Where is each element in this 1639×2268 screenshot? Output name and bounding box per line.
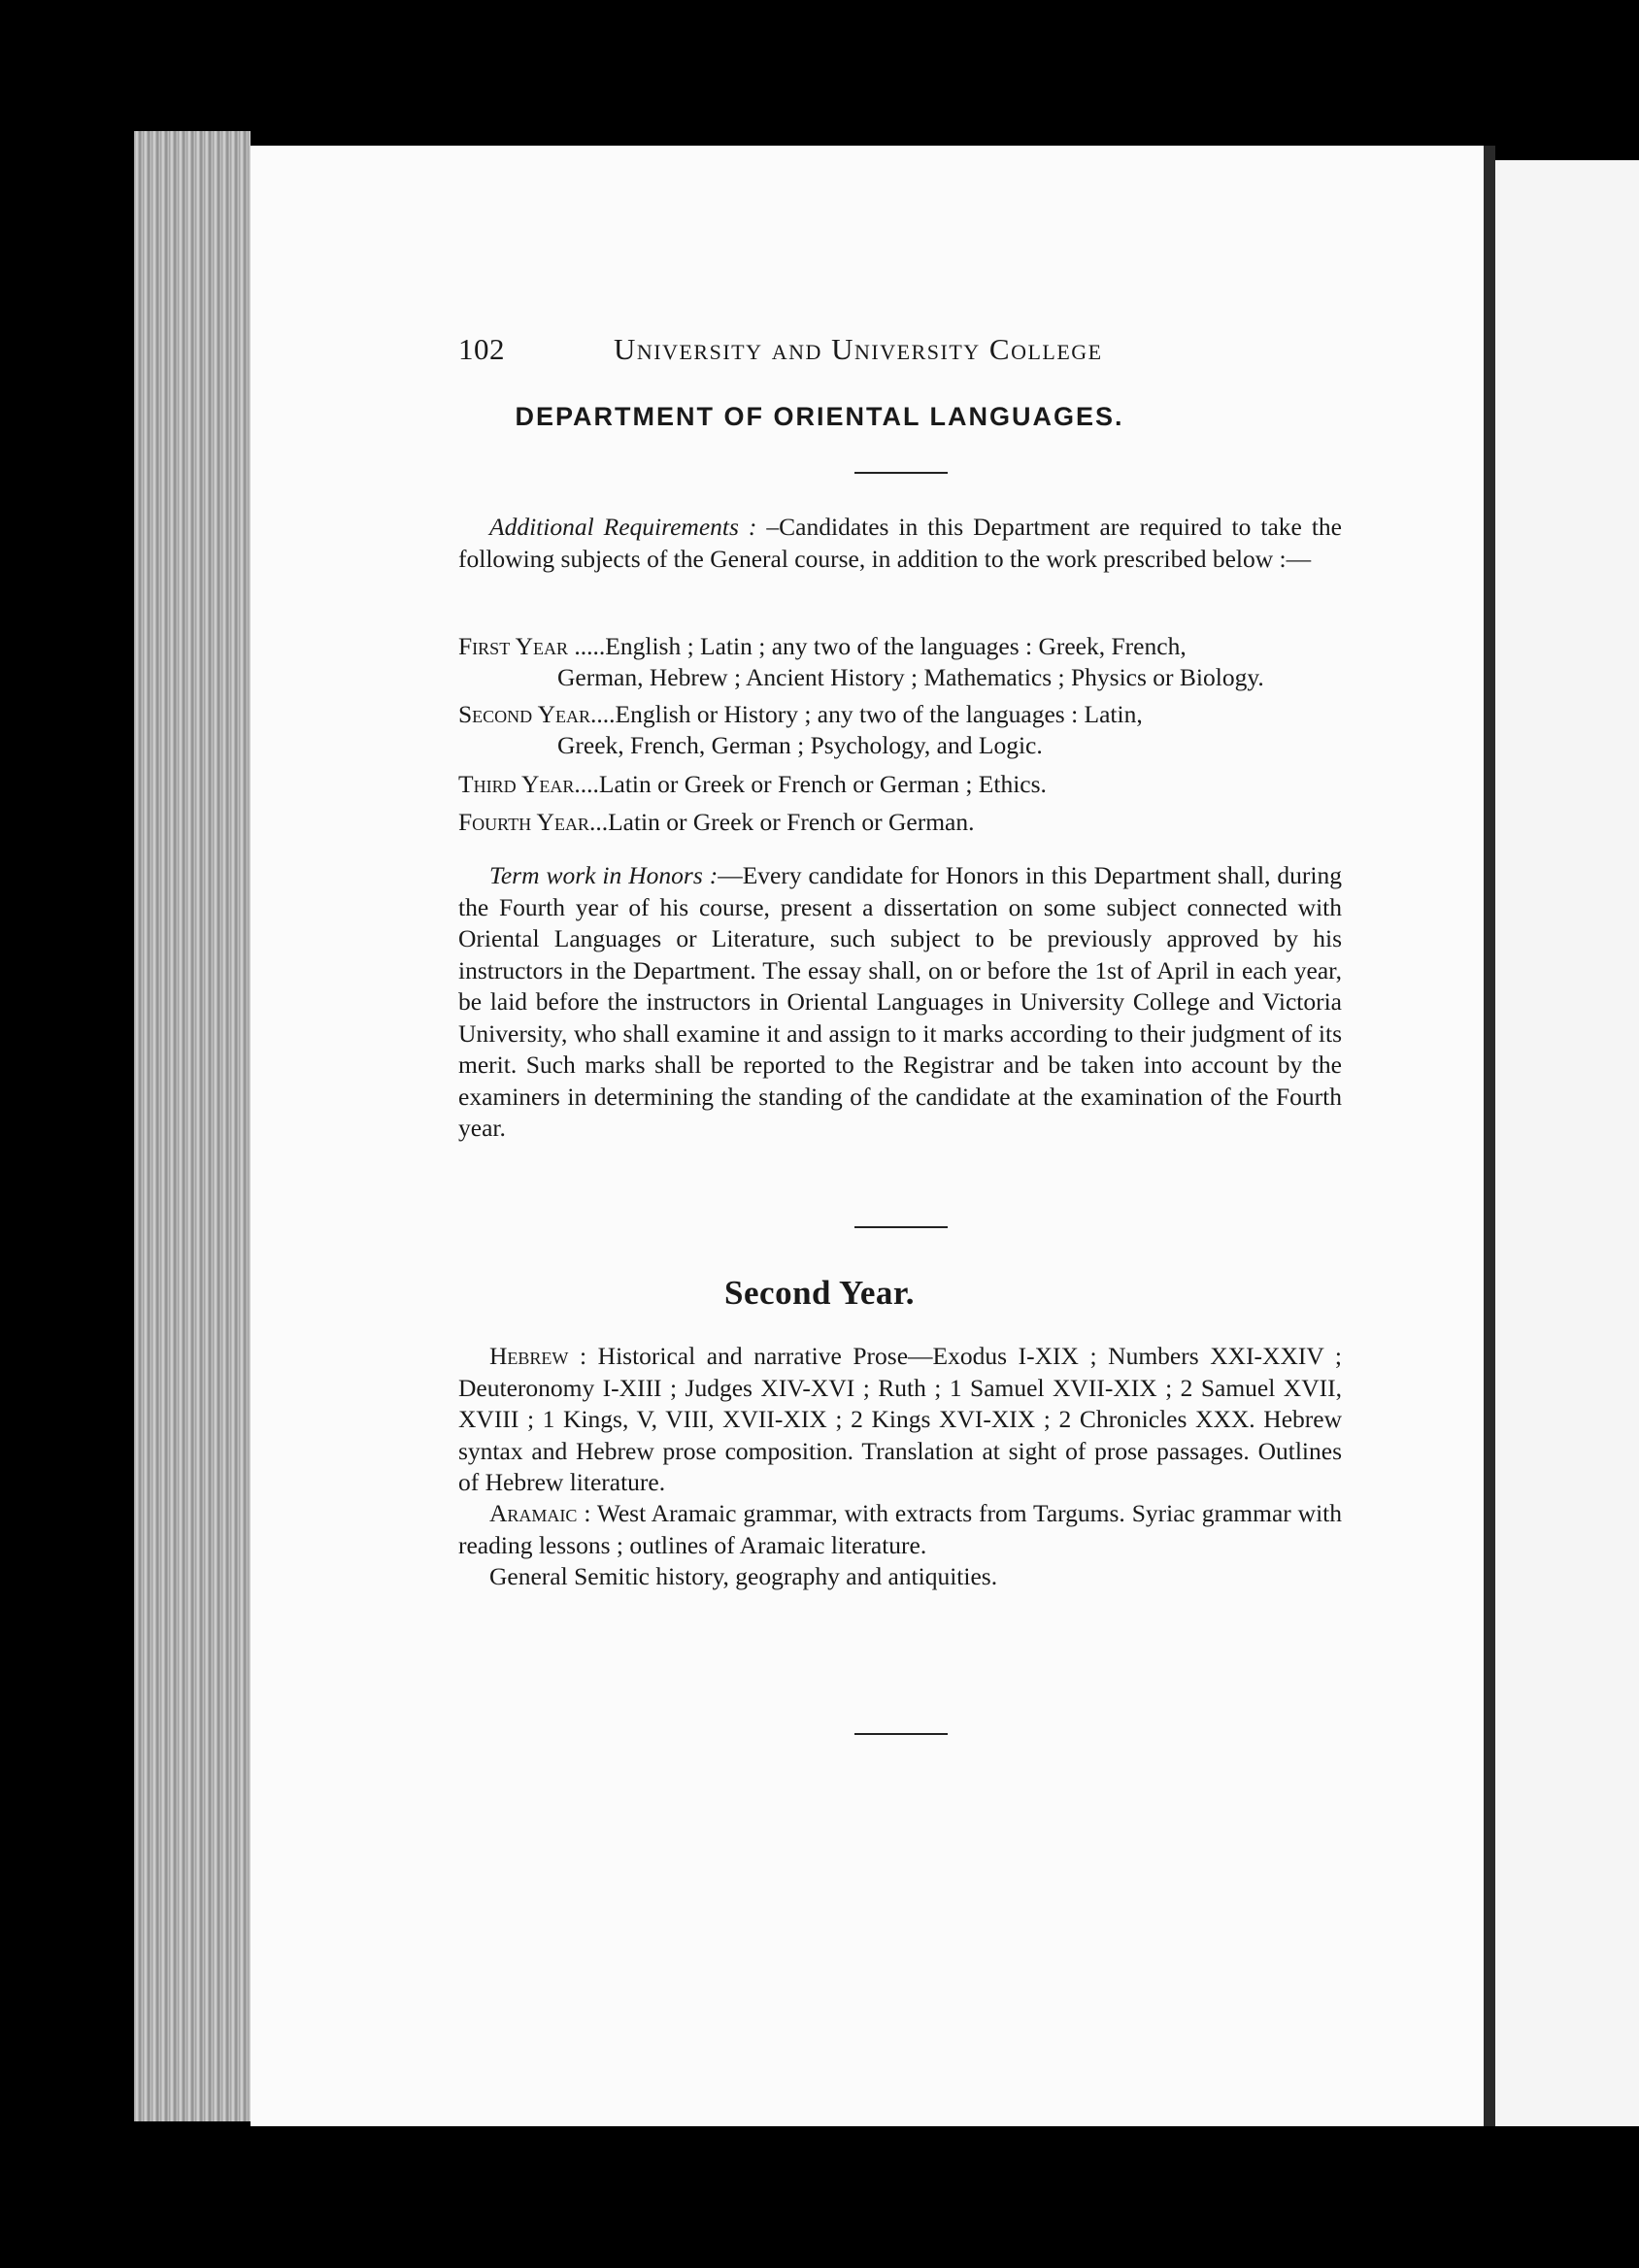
- year-dots: .....: [568, 632, 606, 660]
- divider-rule: [854, 1733, 948, 1735]
- facing-page-edge: [1495, 160, 1639, 2126]
- term-work-paragraph: [458, 860, 1342, 1145]
- aramaic-label: Aramaic :: [489, 1499, 591, 1527]
- section-heading: Second Year.: [724, 1274, 915, 1312]
- running-title: University and University College: [614, 332, 1103, 366]
- additional-requirements-paragraph: [458, 512, 1342, 575]
- additional-requirements-lead: Additional Requirements :: [489, 513, 757, 541]
- divider-rule: [854, 1226, 948, 1228]
- year-line1: Latin or Greek or French or German ; Ethics.: [598, 770, 1047, 798]
- year-row-third: [458, 769, 1342, 800]
- year-label: Second Year: [458, 700, 591, 728]
- year-row-first: [458, 631, 1342, 693]
- department-title: DEPARTMENT OF ORIENTAL LANGUAGES.: [515, 402, 1124, 431]
- additional-requirements-text: –Candidates in this Department are required to take the following subjects of the General course, in addition to the work prescribed below :—: [458, 513, 1342, 573]
- divider-rule: [854, 472, 948, 474]
- term-work-lead: Term work in Honors :: [489, 861, 719, 889]
- aramaic-paragraph: [458, 1498, 1342, 1561]
- hebrew-label: Hebrew :: [489, 1342, 587, 1370]
- year-line1: Latin or Greek or French or German.: [608, 808, 975, 836]
- year-label: Third Year: [458, 770, 575, 798]
- year-row-fourth: [458, 807, 1342, 838]
- term-work-text: —Every candidate for Honors in this Department shall, during the Fourth year of his course, present a dissertation on some subject connected with Oriental Languages or Literature, such subject to be previously approved by his instructors in the Department. The essay shall, on or before the 1st of April in each year, be laid before the instructors in Oriental Languages in University College and Victoria University, who shall examine it and assign to it marks according to their judgment of its merit. Such marks shall be reported to the Registrar and be taken into account by the examiners in determining the standing of the candidate at the examination of the Fourth year.: [458, 861, 1342, 1142]
- general-paragraph: General Semitic history, geography and antiquities.: [489, 1562, 998, 1590]
- year-line1: English ; Latin ; any two of the languages : Greek, French,: [605, 632, 1187, 660]
- year-row-second: [458, 699, 1342, 761]
- book-gutter: [1484, 146, 1495, 2126]
- hebrew-paragraph: [458, 1341, 1342, 1499]
- running-head: [458, 332, 1196, 375]
- aramaic-text: West Aramaic grammar, with extracts from Targums. Syriac grammar with reading lessons ; outlines of Aramaic literature.: [458, 1499, 1342, 1559]
- hebrew-text: Historical and narrative Prose—Exodus I-XIX ; Numbers XXI-XXIV ; Deuteronomy I-XIII ; Judges XIV-XVI ; Ruth ; 1 Samuel XVII-XIX ; 2 Samuel XVII, XVIII ; 1 Kings, V, VIII, XVII-XIX ; 2 Kings XVI-XIX ; 2 Chronicles XXX. Hebrew syntax and Hebrew prose composition. Translation at sight of prose passages. Outlines of Hebrew literature.: [458, 1342, 1342, 1496]
- year-dots: ....: [590, 700, 616, 728]
- year-dots: ...: [588, 808, 609, 836]
- year-label: First Year: [458, 632, 569, 660]
- year-line2: German, Hebrew ; Ancient History ; Mathematics ; Physics or Biology.: [557, 663, 1264, 691]
- page-number: 102: [458, 332, 505, 366]
- year-label: Fourth Year: [458, 808, 589, 836]
- year-line2: Greek, French, German ; Psychology, and Logic.: [557, 731, 1043, 759]
- year-dots: ....: [574, 770, 599, 798]
- year-line1: English or History ; any two of the languages : Latin,: [615, 700, 1143, 728]
